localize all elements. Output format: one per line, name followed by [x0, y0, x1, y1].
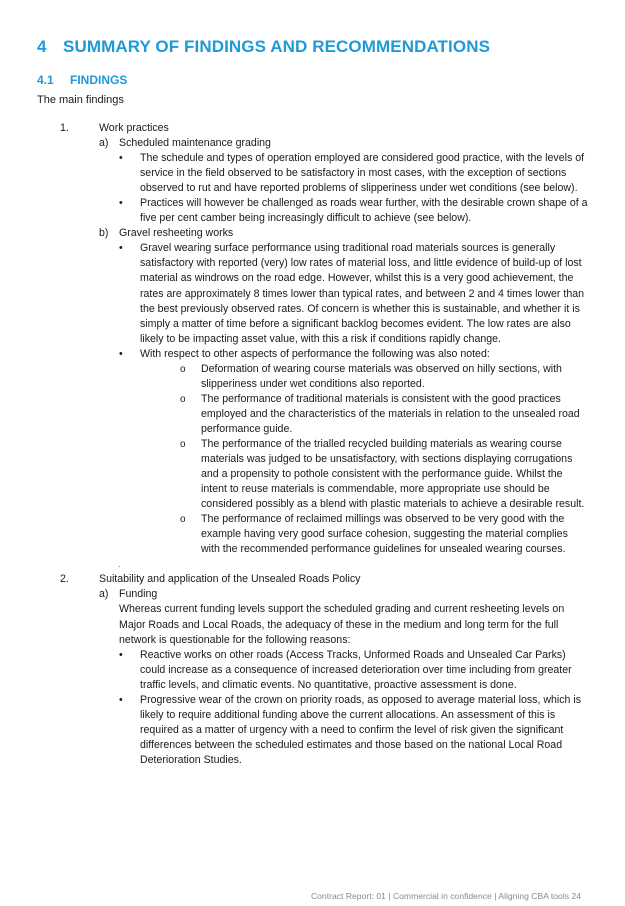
bullet-icon: • — [119, 693, 123, 706]
sub-item-title: Scheduled maintenance grading — [119, 137, 271, 150]
item-number: 2. — [60, 573, 69, 586]
subsection-title: FINDINGS — [70, 73, 128, 87]
bullet-item — [119, 693, 591, 768]
sub-item-title: Funding — [119, 588, 158, 601]
subsection-number: 4.1 — [37, 73, 54, 87]
bullet-text: Progressive wear of the crown on priority roads, as opposed to average material loss, which is likely to require additional funding above the current allocations. An assessment of this is required as a matter of urgency with a need to confirm the level of risk given the significant differences between the scheduled estimates and those based on the national Local Road Deterioration Studies. — [140, 693, 582, 766]
subbullet-item — [180, 437, 589, 512]
bullet-icon: • — [119, 242, 123, 255]
item-number: 1. — [60, 122, 69, 134]
circle-bullet-icon: o — [180, 514, 186, 526]
circle-bullet-icon: o — [180, 363, 186, 375]
finding-item — [0, 572, 625, 587]
subbullet-text: The performance of the trialled recycled building materials as wearing course materials was judged to be unsatisfactory, with sections displaying corrugations and a propensity to pothole consistent with the performance guide. Whilst the intent to reuse materials is commendable, more appropriate use should be considered possibly as a blend with plastic materials to achieve a desirable result. — [201, 437, 585, 511]
sub-item — [0, 136, 625, 151]
item-title: Suitability and application of the Unsealed Roads Policy — [99, 573, 361, 586]
sub-item-letter: b) — [99, 227, 109, 240]
subbullet-text: Deformation of wearing course materials was observed on hilly sections, with slipperiness under wet conditions also reported. — [201, 362, 562, 390]
findings-list — [0, 121, 625, 768]
sub-item-title: Gravel resheeting works — [119, 227, 234, 240]
section-heading — [37, 37, 490, 57]
page-footer: Contract Report: 01 | Commercial in confidence | Aligning CBA tools 24 — [310, 891, 581, 901]
bullet-item — [119, 151, 591, 196]
circle-bullet-icon: o — [180, 393, 186, 405]
bullet-text: Reactive works on other roads (Access Tracks, Unformed Roads and Unsealed Car Parks) could increase as a consequence of increased deterioration over time including from greater traffic levels, and climatic events. No quantitative, proactive assessment is done. — [140, 648, 572, 691]
subsection-heading — [37, 73, 127, 87]
sub-item — [0, 587, 625, 602]
intro-text: The main findings — [37, 94, 124, 106]
item-title: Work practices — [99, 122, 169, 134]
section-number: 4 — [37, 37, 47, 56]
bullet-item — [119, 648, 591, 693]
bullet-text: Gravel wearing surface performance using traditional road materials sources is generally satisfactory with reported (very) low rates of material loss, and little evidence of build-up of lost material as windrows on the road edge. However, whilst this is a very good achievement, the rates are approximately 8 times lower than typical rates, and between 2 and 4 times lower than the best previously observed rates. Of concern is whether this is sustainable, and whether it is simply a matter of time before a significant backlog becomes evident. The low rates are also likely to be impacting asset value, with this a risk if conditions rapidly change. — [140, 242, 584, 345]
finding-item — [0, 121, 625, 136]
funding-paragraph: Whereas current funding levels support the scheduled grading and current resheeting levels on Major Roads and Local Roads, the adequacy of these in the medium and long term for the full network is questionable for the following reasons: — [119, 603, 565, 646]
bullet-text: Practices will however be challenged as roads wear further, with the desirable crown shape of a five per cent camber being increasingly difficult to achieve (see below). — [140, 197, 588, 225]
bullet-icon: • — [119, 152, 123, 165]
subbullet-text: The performance of traditional materials is consistent with the good practices employed and the characteristics of the materials in relation to the unsealed road performance guide. — [201, 392, 580, 435]
bullet-icon: • — [119, 347, 123, 360]
circle-bullet-icon: o — [180, 438, 186, 450]
bullet-text: The schedule and types of operation employed are considered good practice, with the levels of service in the field observed to be satisfactory in most cases, with the exception of sections observed to rut and have reported problems of slipperiness under wet conditions (see below). — [140, 152, 585, 195]
bullet-icon: • — [119, 197, 123, 210]
section-title: SUMMARY OF FINDINGS AND RECOMMENDATIONS — [63, 37, 491, 56]
bullet-icon: • — [119, 648, 123, 661]
subbullet-text: The performance of reclaimed millings was observed to be very good with the example having very good surface cohesion, suggesting the material complies with the recommended performance guidelines for unsealed wearing courses. — [201, 513, 568, 556]
sub-item-letter: a) — [99, 137, 109, 150]
bullet-item — [119, 241, 591, 346]
sub-item-letter: a) — [99, 588, 109, 601]
sub-item — [0, 226, 625, 241]
subbullet-item — [180, 362, 589, 392]
subbullet-item — [180, 392, 589, 437]
bullet-item — [119, 347, 591, 362]
subbullet-item — [180, 512, 589, 557]
bullet-item — [119, 196, 591, 226]
bullet-text: With respect to other aspects of performance the following was also noted: — [140, 347, 490, 360]
trailing-dot: . — [118, 560, 121, 570]
